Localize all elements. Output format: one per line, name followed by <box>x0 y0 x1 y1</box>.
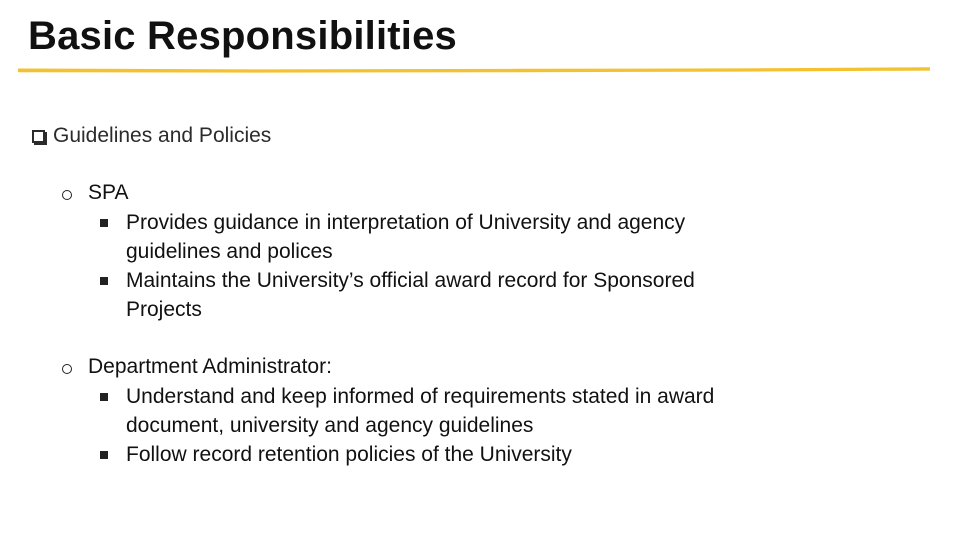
list-item-line: Understand and keep informed of requirements stated in award <box>126 385 715 408</box>
square-bullet-icon <box>100 277 108 285</box>
list-item-line: Follow record retention policies of the University <box>126 443 572 466</box>
slide-title: Basic Responsibilities <box>28 14 457 58</box>
list-item <box>100 440 572 469</box>
section-label: Department Administrator: <box>88 355 332 378</box>
section-spa <box>62 179 128 207</box>
square-bullet-icon <box>100 219 108 227</box>
square-bullet-icon <box>100 451 108 459</box>
list-item-text <box>126 440 572 469</box>
circle-bullet-icon <box>62 364 72 374</box>
checkbox-square-icon <box>32 130 45 143</box>
list-item <box>100 208 685 266</box>
heading-guidelines-policies <box>32 124 271 148</box>
square-bullet-icon <box>100 393 108 401</box>
list-item-text <box>126 208 685 266</box>
list-item-line: guidelines and polices <box>126 240 333 263</box>
list-item-text <box>126 266 695 324</box>
list-item-text <box>126 382 714 440</box>
list-item-line: Projects <box>126 298 202 321</box>
section-label: SPA <box>88 181 129 204</box>
list-item-line: Maintains the University’s official award record for Sponsored <box>126 269 695 292</box>
heading-label: Guidelines and Policies <box>53 124 272 147</box>
circle-bullet-icon <box>62 190 72 200</box>
list-item-line: Provides guidance in interpretation of University and agency <box>126 211 686 234</box>
list-item <box>100 266 695 324</box>
list-item <box>100 382 714 440</box>
list-item-line: document, university and agency guidelines <box>126 414 534 437</box>
section-department-administrator <box>62 353 332 381</box>
